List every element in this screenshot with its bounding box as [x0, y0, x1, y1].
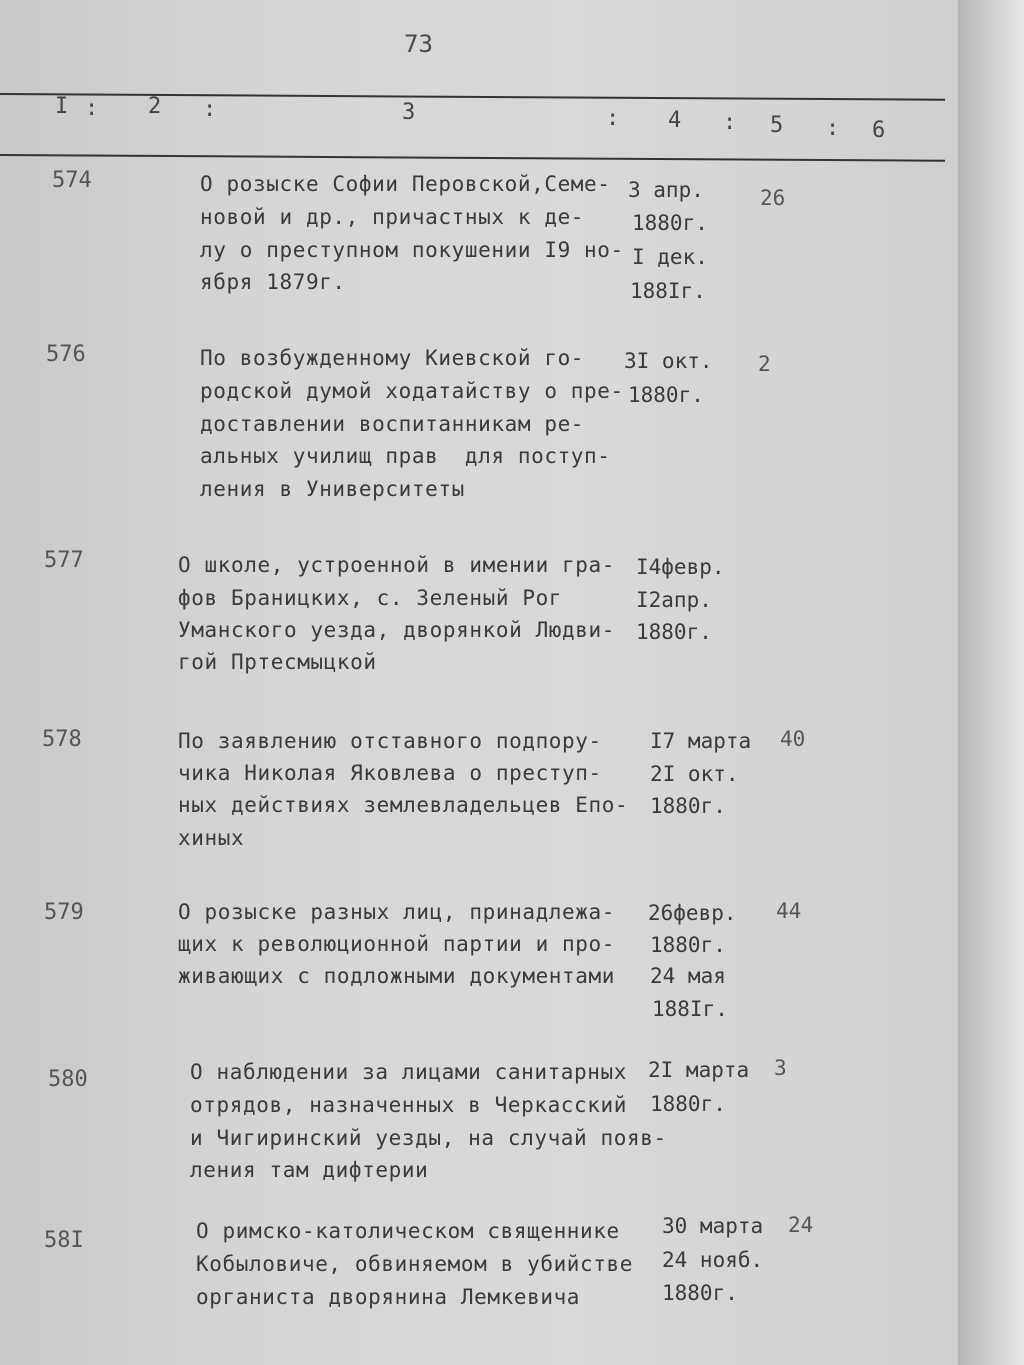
column-header-6: 6: [872, 118, 886, 143]
column-header-2: 2: [148, 94, 162, 119]
header-bottom-rule: [0, 154, 945, 162]
column-header-3: 3: [402, 100, 416, 125]
entry-number: 58I: [44, 1228, 84, 1253]
header-top-rule: [0, 93, 945, 101]
entry-date: 3 апр.: [628, 178, 704, 202]
entry-number: 577: [44, 548, 84, 573]
page-number: 73: [404, 30, 433, 58]
entry-title-line: гой Пртесмыцкой: [178, 650, 377, 674]
column-header-4: 4: [668, 108, 682, 133]
entry-title-line: О римско-католическом священнике: [196, 1219, 620, 1243]
entry-sheets: 2: [758, 352, 771, 376]
entry-title-line: щих к революционной партии и про-: [178, 932, 616, 956]
entry-title-line: доставлении воспитанникам ре-: [200, 412, 585, 436]
page-edge: [958, 0, 1024, 1365]
entry-title-line: Кобыловиче, обвиняемом в убийстве: [196, 1252, 634, 1276]
entry-date: 2I окт.: [650, 762, 739, 786]
entry-title-line: и Чигиринский уезды, на случай появ-: [190, 1126, 667, 1150]
entry-date: 1880г.: [650, 933, 726, 957]
entry-date: 30 марта: [662, 1214, 764, 1238]
entry-number: 574: [52, 168, 92, 193]
entry-title-line: О наблюдении за лицами санитарных: [190, 1060, 628, 1084]
entry-date: I7 марта: [650, 729, 752, 753]
entry-title-line: живающих с подложными документами: [178, 964, 616, 988]
entry-date: I2апр.: [636, 588, 712, 612]
entry-title-line: ября 1879г.: [200, 270, 346, 294]
column-separator: :: [826, 116, 840, 141]
entry-sheets: 3: [774, 1056, 787, 1080]
entry-title-line: альных училищ прав для поступ-: [200, 444, 611, 468]
entry-date: 188Iг.: [630, 279, 706, 303]
entry-date: 24 нояб.: [662, 1248, 764, 1272]
entry-date: 3I окт.: [624, 349, 713, 373]
entry-title-line: органиста дворянина Лемкевича: [196, 1285, 581, 1309]
entry-title-line: родской думой ходатайству о пре-: [200, 379, 624, 403]
column-separator: :: [723, 110, 737, 135]
entry-title-line: О школе, устроенной в имении гра-: [178, 553, 616, 577]
entry-title-line: О розыске Софии Перовской,Семе-: [200, 172, 611, 196]
entry-title-line: лу о преступном покушении I9 но-: [200, 238, 624, 262]
column-header-1: I: [55, 94, 69, 119]
entry-number: 579: [44, 900, 84, 925]
entry-title-line: ных действиях землевладельцев Епо-: [178, 793, 629, 817]
entry-title-line: хиных: [178, 826, 245, 850]
entry-title-line: чика Николая Яковлева о преступ-: [178, 761, 602, 785]
entry-date: 26февр.: [648, 901, 737, 925]
entry-sheets: 26: [760, 186, 786, 210]
entry-date: 2I марта: [648, 1058, 750, 1082]
entry-number: 576: [46, 342, 86, 367]
entry-date: I4февр.: [636, 555, 725, 579]
entry-sheets: 24: [788, 1213, 814, 1237]
entry-sheets: 44: [776, 899, 802, 923]
entry-sheets: 40: [780, 727, 806, 751]
entry-title-line: По возбужденному Киевской го-: [200, 346, 585, 370]
entry-date: I дек.: [632, 245, 708, 269]
entry-title-line: Уманского уезда, дворянкой Людви-: [178, 618, 616, 642]
entry-title-line: По заявлению отставного подпору-: [178, 729, 602, 753]
column-separator: :: [203, 97, 217, 122]
entry-date: 1880г.: [628, 383, 704, 407]
column-separator: :: [85, 96, 99, 121]
entry-title-line: ления там дифтерии: [190, 1158, 429, 1182]
entry-title-line: ления в Университеты: [200, 477, 465, 501]
entry-title-line: новой и др., причастных к де-: [200, 205, 585, 229]
entry-title-line: отрядов, назначенных в Черкасский: [190, 1093, 628, 1117]
entry-title-line: О розыске разных лиц, принадлежа-: [178, 900, 616, 924]
entry-date: 188Iг.: [652, 997, 728, 1021]
entry-number: 578: [42, 727, 82, 752]
entry-date: 1880г.: [662, 1281, 738, 1305]
entry-date: 1880г.: [650, 794, 726, 818]
column-separator: :: [606, 106, 620, 131]
column-header-5: 5: [770, 113, 784, 138]
entry-date: 1880г.: [650, 1092, 726, 1116]
entry-title-line: фов Браницких, с. Зеленый Рог: [178, 586, 563, 610]
entry-number: 580: [48, 1067, 88, 1092]
entry-date: 1880г.: [632, 211, 708, 235]
entry-date: 24 мая: [650, 964, 726, 988]
entry-date: 1880г.: [636, 620, 712, 644]
